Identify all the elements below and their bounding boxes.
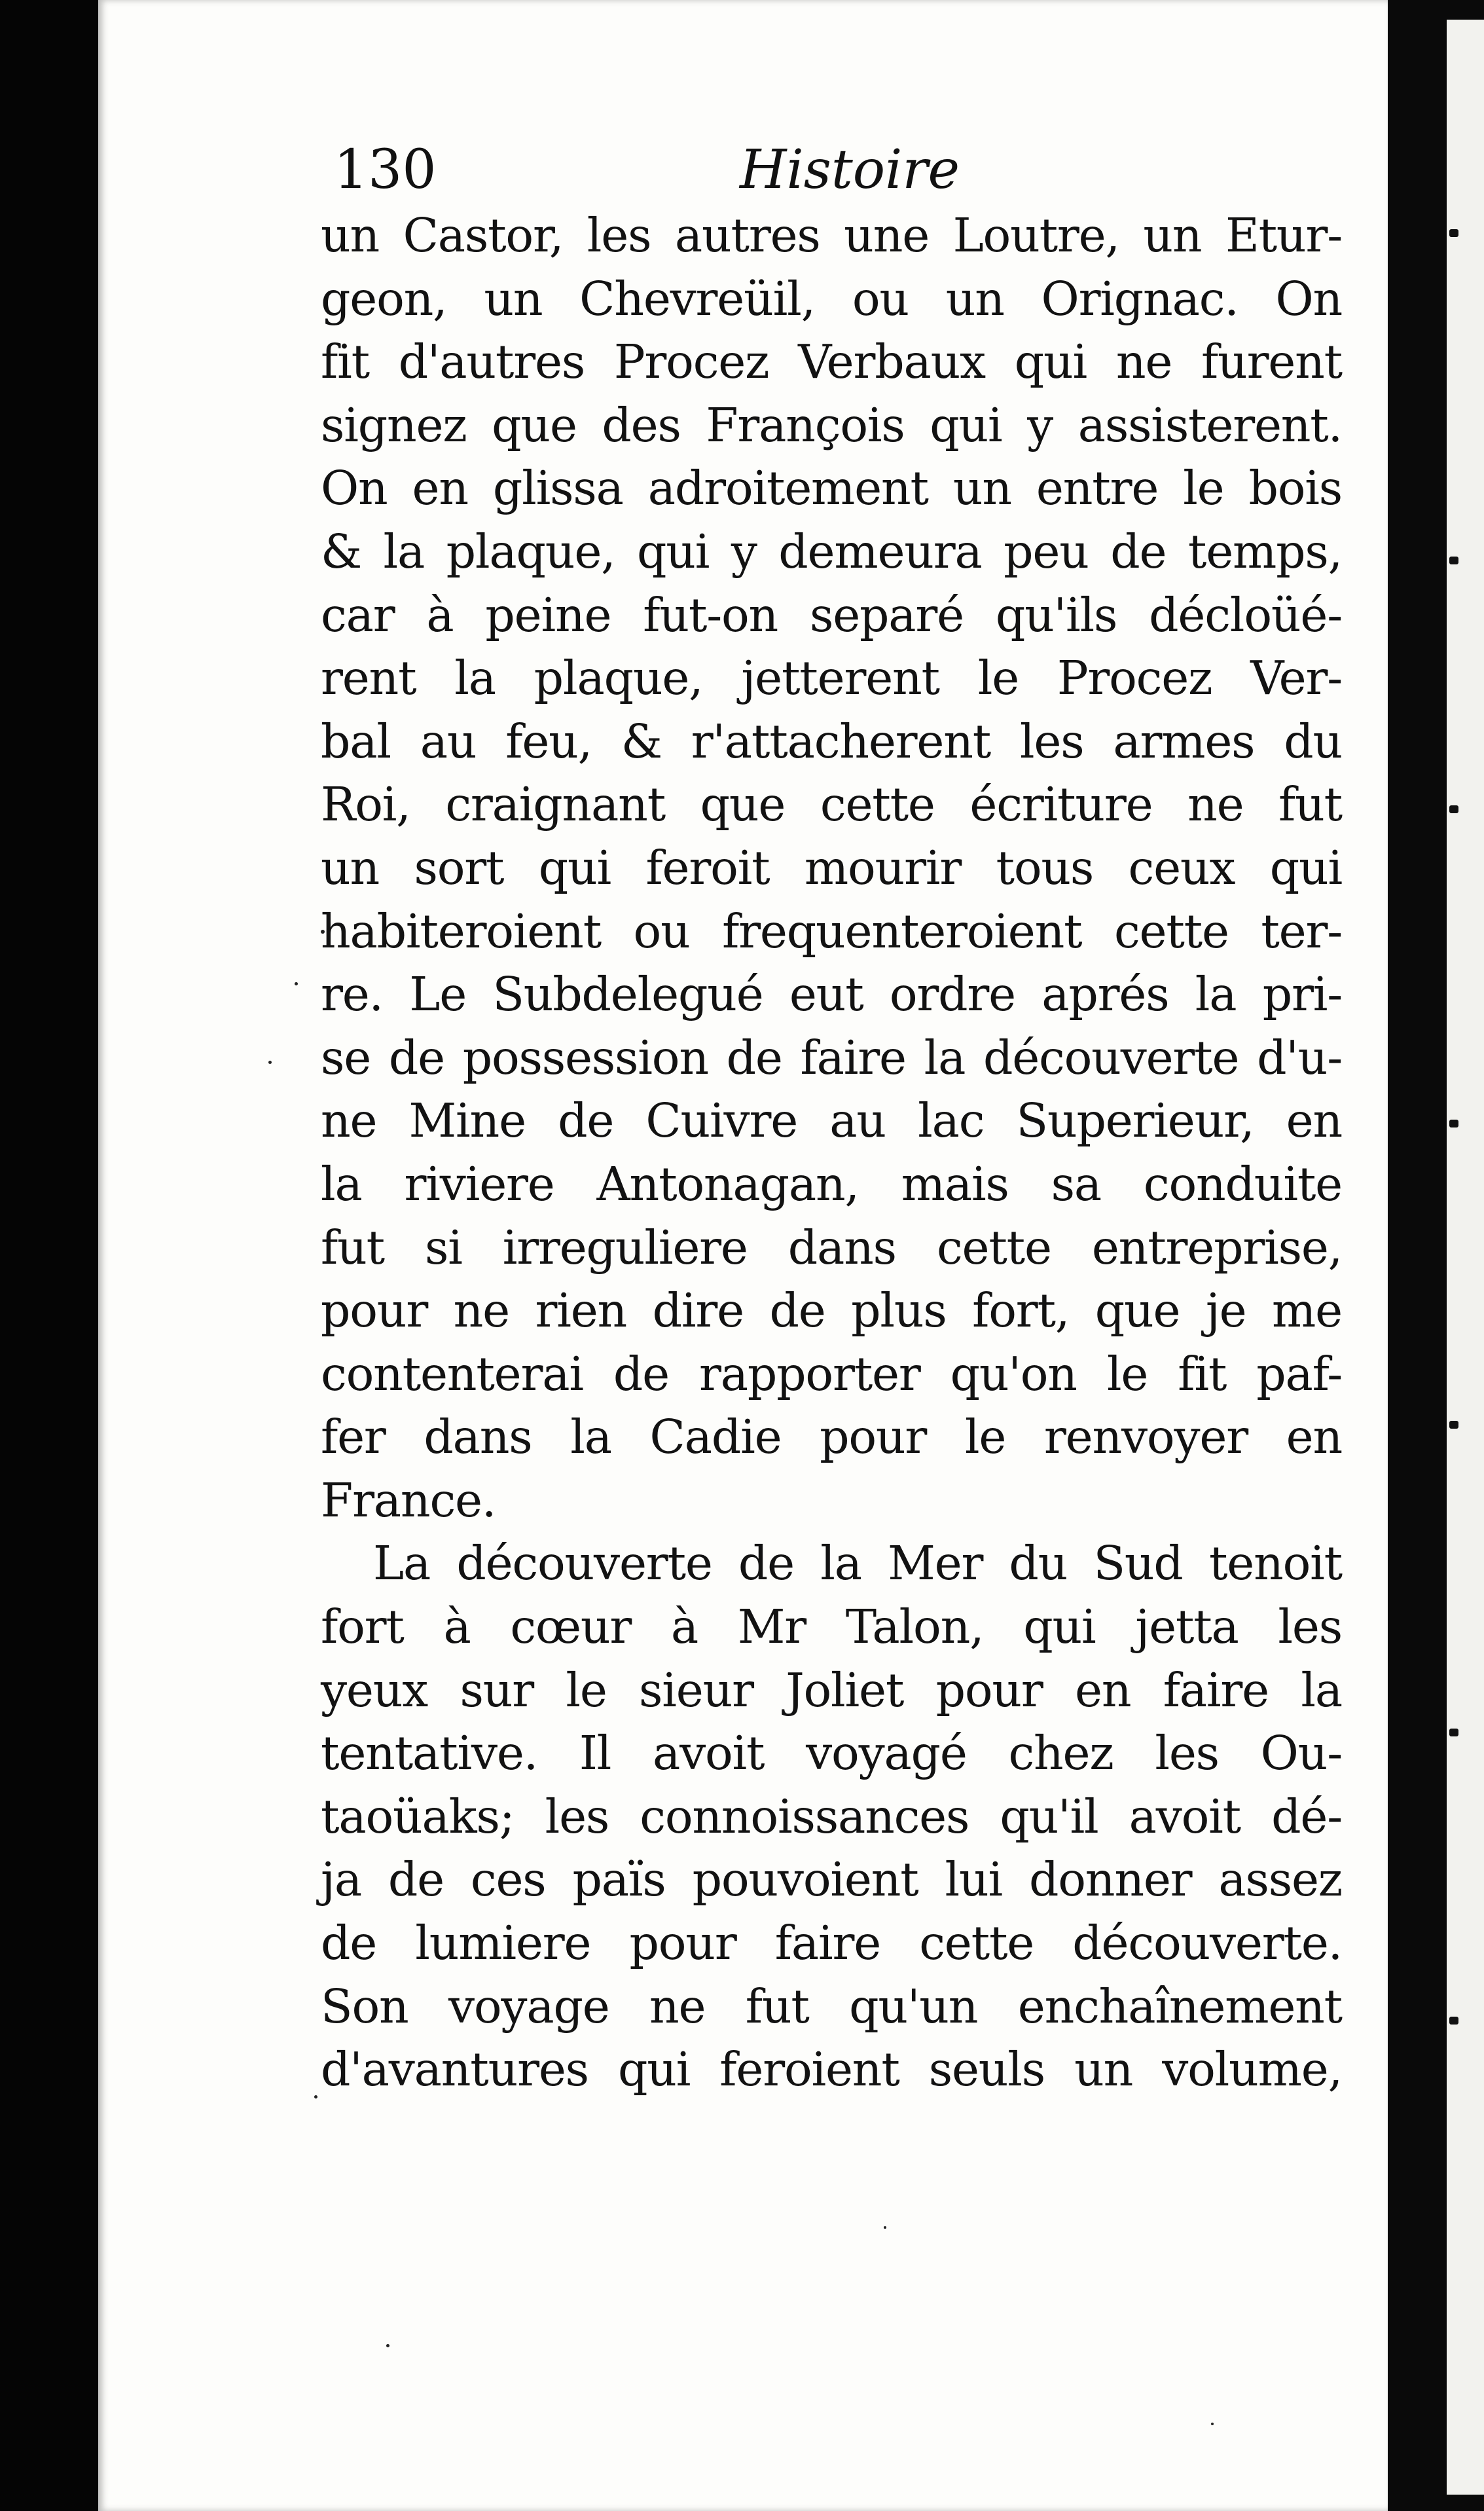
text-line: la riviere Antonagan, mais sa conduite [321,1156,1342,1211]
text-line: Son voyage ne fut qu'un enchaînement [321,1979,1342,2034]
ink-speck [884,2226,886,2229]
ink-speck [1211,2423,1214,2425]
text-line: France. [321,1473,496,1528]
running-title: Histoire [740,139,960,201]
next-page-glyph [1449,229,1458,237]
text-line: fut si irreguliere dans cette entreprise, [321,1220,1342,1275]
text-line: ja de ces païs pouvoient lui donner assez [321,1852,1342,1907]
next-page-glyph [1449,1729,1458,1736]
text-line: habiteroient ou frequenteroient cette ter- [321,904,1342,959]
text-line: un sort qui feroit mourir tous ceux qui [321,840,1342,895]
text-line: yeux sur le sieur Joliet pour en faire la [321,1662,1342,1717]
text-line: fer dans la Cadie pour le renvoyer en [321,1410,1342,1465]
text-line: ne Mine de Cuivre au lac Superieur, en [321,1093,1342,1148]
text-line: On en glissa adroitement un entre le bois [321,461,1342,516]
next-page-glyph [1449,805,1458,813]
ink-speck [386,2344,389,2347]
body-text [321,204,1342,2102]
next-page-glyph [1449,557,1458,564]
text-line: bal au feu, & r'attacherent les armes du [321,714,1342,769]
next-page-glyph [1449,1120,1458,1127]
text-line: fit d'autres Procez Verbaux qui ne furent [321,335,1342,390]
page-header [334,137,1329,210]
next-page-glyph [1449,1421,1458,1429]
text-line: taoüaks; les connoissances qu'il avoit dé- [321,1789,1342,1844]
text-line: & la plaque, qui y demeura peu de temps, [321,524,1342,579]
ink-speck [295,982,298,985]
text-line: geon, un Chevreüil, ou un Orignac. On [321,271,1342,326]
page-number: 130 [334,139,437,201]
text-line: d'avantures qui feroient seuls un volume, [321,2042,1342,2097]
text-line: re. Le Subdelegué eut ordre aprés la pri- [321,967,1342,1022]
text-line: contenterai de rapporter qu'on le fit paf- [321,1346,1342,1401]
text-line: fort à cœur à Mr Talon, qui jetta les [321,1600,1342,1655]
next-page-edge [1447,20,1484,2495]
text-line: se de possession de faire la découverte d'u- [321,1030,1342,1085]
text-line: signez que des François qui y assisterent. [321,397,1342,452]
text-line: pour ne rien dire de plus fort, que je me [321,1283,1342,1338]
text-line: La découverte de la Mer du Sud tenoit [373,1536,1342,1591]
ink-speck [314,2095,317,2099]
left-gutter [0,0,98,2511]
text-line: rent la plaque, jetterent le Procez Ver- [321,651,1342,706]
text-line: car à peine fut-on separé qu'ils décloüé- [321,587,1342,642]
text-line: un Castor, les autres une Loutre, un Etur- [321,208,1342,263]
next-page-glyph [1449,2017,1458,2025]
text-line: de lumiere pour faire cette découverte. [321,1916,1342,1971]
ink-speck [268,1061,272,1064]
text-line: Roi, craignant que cette écriture ne fut [321,777,1342,832]
text-line: tentative. Il avoit voyagé chez les Ou- [321,1726,1342,1781]
